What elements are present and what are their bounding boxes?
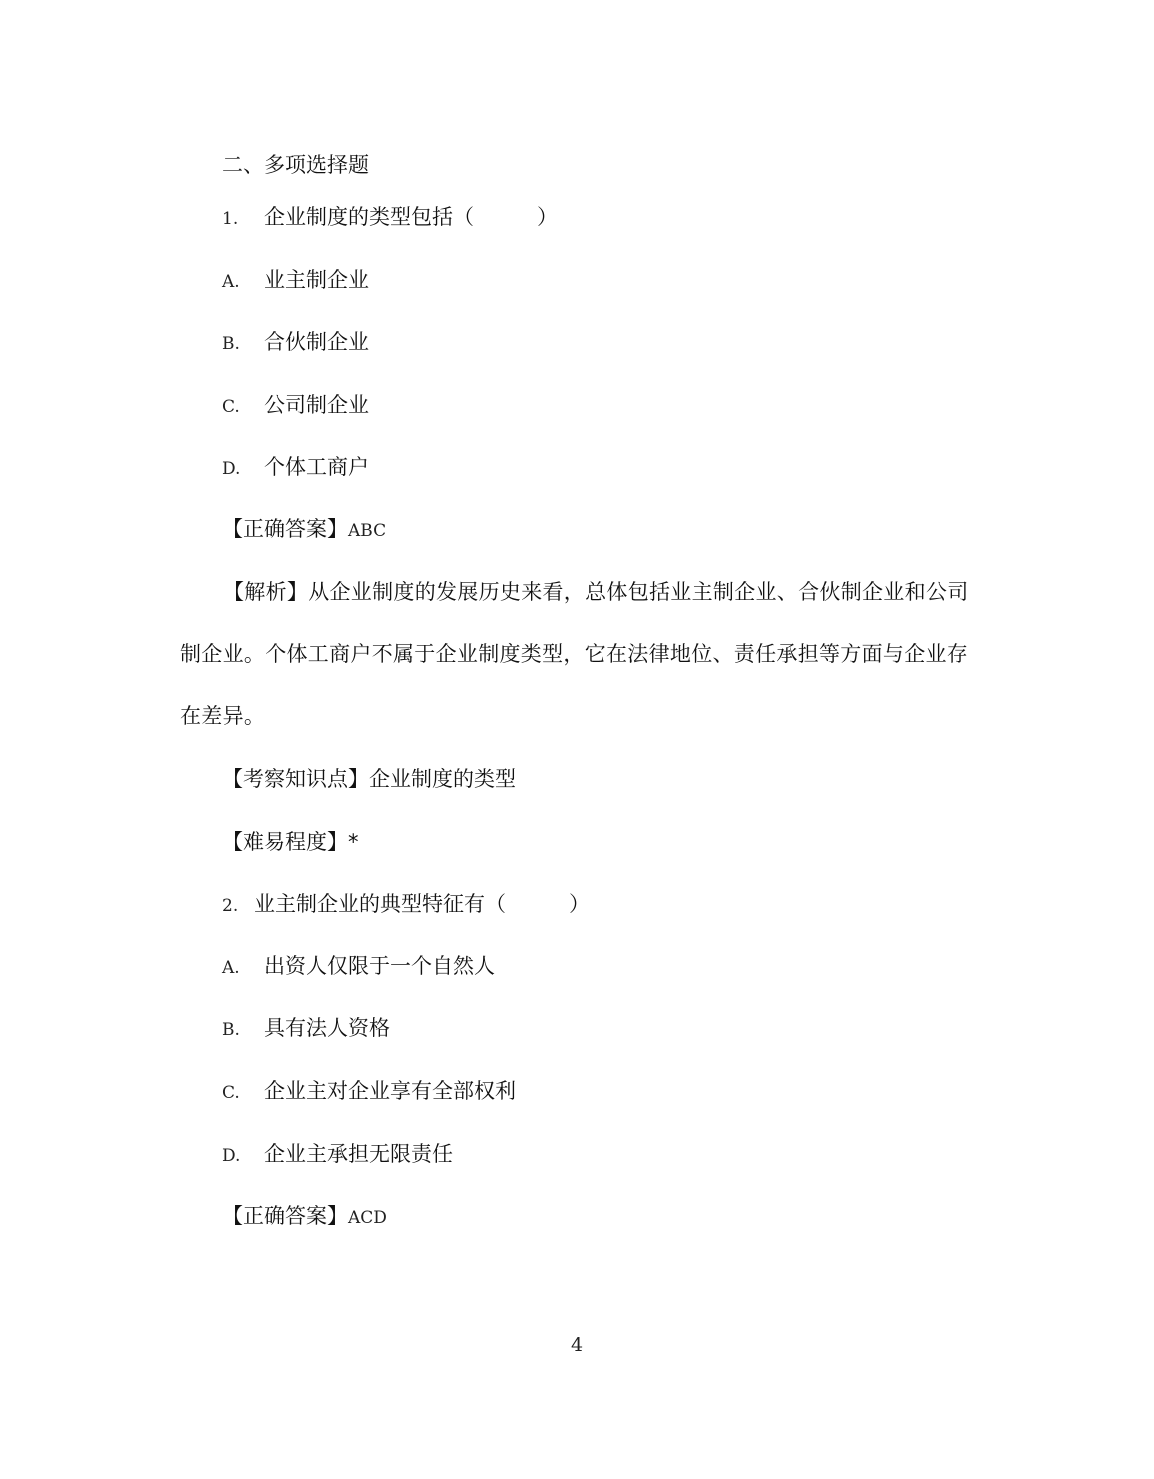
question-1-option-d <box>222 452 369 484</box>
knowledge-label: 【考察知识点】 <box>222 767 369 791</box>
analysis-label: 【解析】 <box>223 580 309 604</box>
option-letter: C. <box>222 397 240 417</box>
option-letter: B. <box>222 1020 240 1040</box>
question-1-stem: 企业制度的类型包括（ ） <box>264 205 558 229</box>
question-2-option-c <box>222 1076 516 1108</box>
answer-label: 【正确答案】 <box>222 517 348 541</box>
question-2-stem-line <box>222 889 590 921</box>
option-letter: A. <box>222 958 240 978</box>
option-text: 个体工商户 <box>264 455 369 479</box>
section-title: 二、多项选择题 <box>222 153 369 177</box>
question-2-stem: 业主制企业的典型特征有（ ） <box>254 892 590 916</box>
option-text: 公司制企业 <box>264 393 369 417</box>
option-text: 业主制企业 <box>264 268 369 292</box>
question-1-option-c <box>222 390 369 422</box>
question-2-option-d <box>222 1139 453 1171</box>
difficulty-label: 【难易程度】 <box>222 830 348 854</box>
question-2-number: 2. <box>222 896 239 916</box>
question-1-option-b <box>222 327 369 359</box>
question-2-answer <box>222 1201 387 1233</box>
question-1-answer <box>222 514 386 546</box>
option-letter: B. <box>222 334 240 354</box>
question-1-difficulty <box>222 827 359 857</box>
page-number: 4 <box>570 1334 584 1356</box>
option-letter: D. <box>222 459 241 479</box>
question-2-option-b <box>222 1013 390 1045</box>
question-1-option-a <box>222 265 369 297</box>
analysis-text: 从企业制度的发展历史来看，总体包括业主制企业、合伙制企业和公司制企业。个体工商户不属于企业制度类型，它在法律地位、责任承担等方面与企业存在差异。 <box>180 580 969 728</box>
knowledge-value: 企业制度的类型 <box>369 767 516 791</box>
answer-value: ABC <box>348 521 387 541</box>
option-letter: A. <box>222 272 240 292</box>
answer-value: ACD <box>348 1208 387 1228</box>
question-1-stem-line <box>222 202 558 234</box>
option-letter: D. <box>222 1146 241 1166</box>
option-letter: C. <box>222 1083 240 1103</box>
question-1-analysis <box>180 561 970 747</box>
question-2-option-a <box>222 951 495 983</box>
question-1-number: 1. <box>222 209 239 229</box>
option-text: 企业主承担无限责任 <box>264 1142 453 1166</box>
answer-label: 【正确答案】 <box>222 1204 348 1228</box>
option-text: 出资人仅限于一个自然人 <box>264 954 495 978</box>
question-1-knowledge-point <box>222 764 516 794</box>
option-text: 合伙制企业 <box>264 330 369 354</box>
difficulty-value: * <box>348 830 359 854</box>
option-text: 具有法人资格 <box>264 1016 390 1040</box>
option-text: 企业主对企业享有全部权利 <box>264 1079 516 1103</box>
